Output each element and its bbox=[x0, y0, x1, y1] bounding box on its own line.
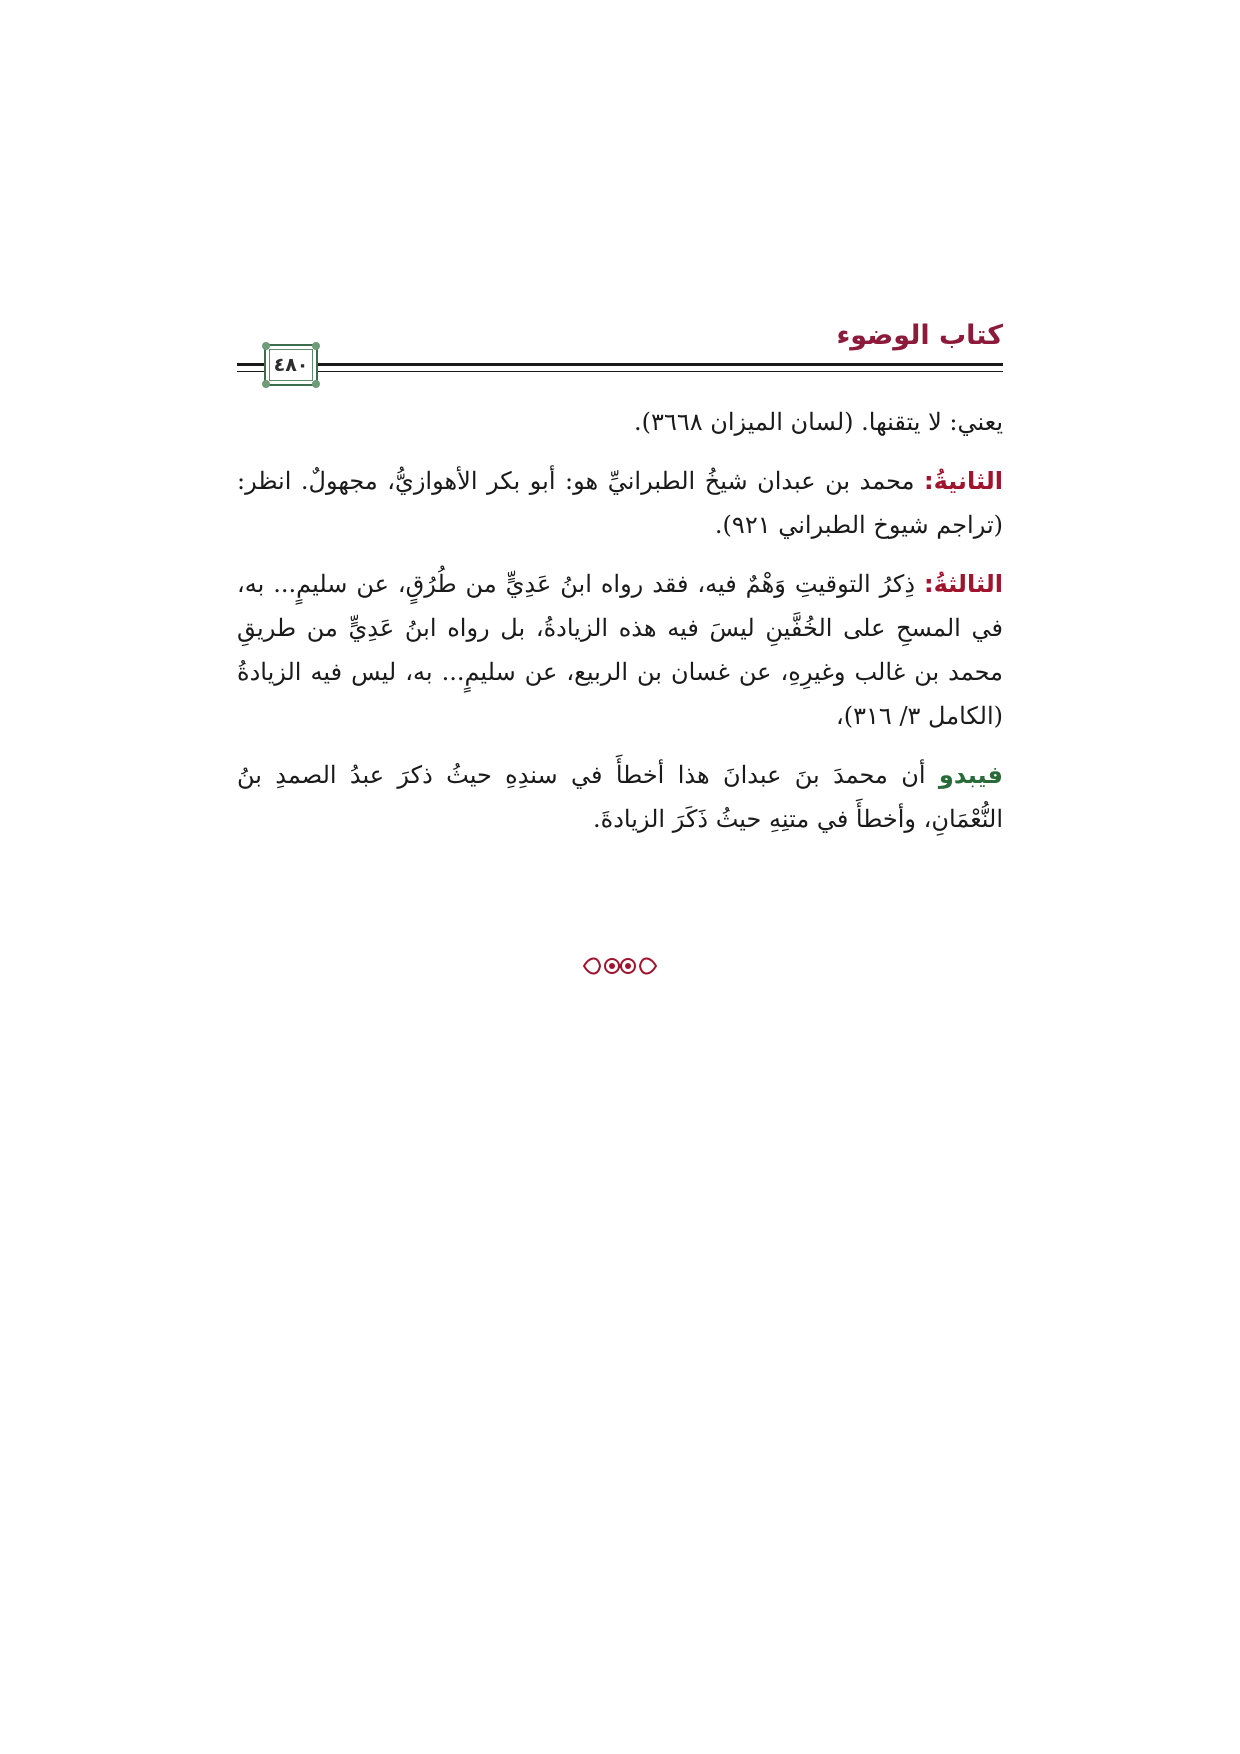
third-label: الثالثةُ: bbox=[923, 570, 1003, 598]
paragraph-conclusion bbox=[237, 753, 1003, 841]
third-text: ذِكرُ التوقيتِ وَهْمٌ فيه، فقد رواه ابنُ عَدِيٍّ من طُرُقٍ، عن سليمٍ... به، في المسحِ على الخُفَّينِ ليسَ فيه هذه الزيادةُ، بل رواه ابنُ عَدِيٍّ من طريقِ محمد بن غالب وغيرِهِ، عن غسان بن الربيع، عن سليمٍ... به، ليس فيه الزيادةُ (الكامل ٣/ ٣١٦)، bbox=[237, 570, 1003, 730]
badge-corner-ornament bbox=[262, 342, 270, 350]
note-text: يعني: لا يتقنها. (لسان الميزان ٣٦٦٨). bbox=[634, 408, 1003, 436]
second-label: الثانيةُ: bbox=[923, 467, 1003, 495]
conclusion-label: فيبدو bbox=[938, 761, 1003, 789]
badge-corner-ornament bbox=[312, 342, 320, 350]
header-rule-thick bbox=[237, 363, 1003, 366]
paragraph-third bbox=[237, 562, 1003, 738]
paragraph-note bbox=[237, 400, 1003, 444]
page bbox=[237, 300, 1003, 1500]
badge-corner-ornament bbox=[312, 380, 320, 388]
page-header bbox=[237, 300, 1003, 390]
badge-corner-ornament bbox=[262, 380, 270, 388]
body-text bbox=[237, 400, 1003, 856]
page-number-badge bbox=[264, 344, 318, 386]
paragraph-second bbox=[237, 459, 1003, 547]
section-end-ornament-icon bbox=[237, 952, 1003, 987]
header-rule-thin bbox=[237, 371, 1003, 372]
second-text: محمد بن عبدان شيخُ الطبرانيِّ هو: أبو بكر الأهوازيُّ، مجهولٌ. انظر: (تراجم شيوخ الطبراني ٩٢١). bbox=[237, 467, 1003, 539]
conclusion-text: أن محمدَ بنَ عبدانَ هذا أخطأَ في سندِهِ حيثُ ذكرَ عبدُ الصمدِ بنُ النُّعْمَانِ، وأخطأَ في متنِهِ حيثُ ذَكَرَ الزيادةَ. bbox=[237, 761, 1003, 833]
flourish-icon bbox=[580, 953, 660, 979]
book-title: كتاب الوضوء bbox=[836, 320, 1003, 351]
page-number: ٤٨٠ bbox=[273, 354, 309, 376]
